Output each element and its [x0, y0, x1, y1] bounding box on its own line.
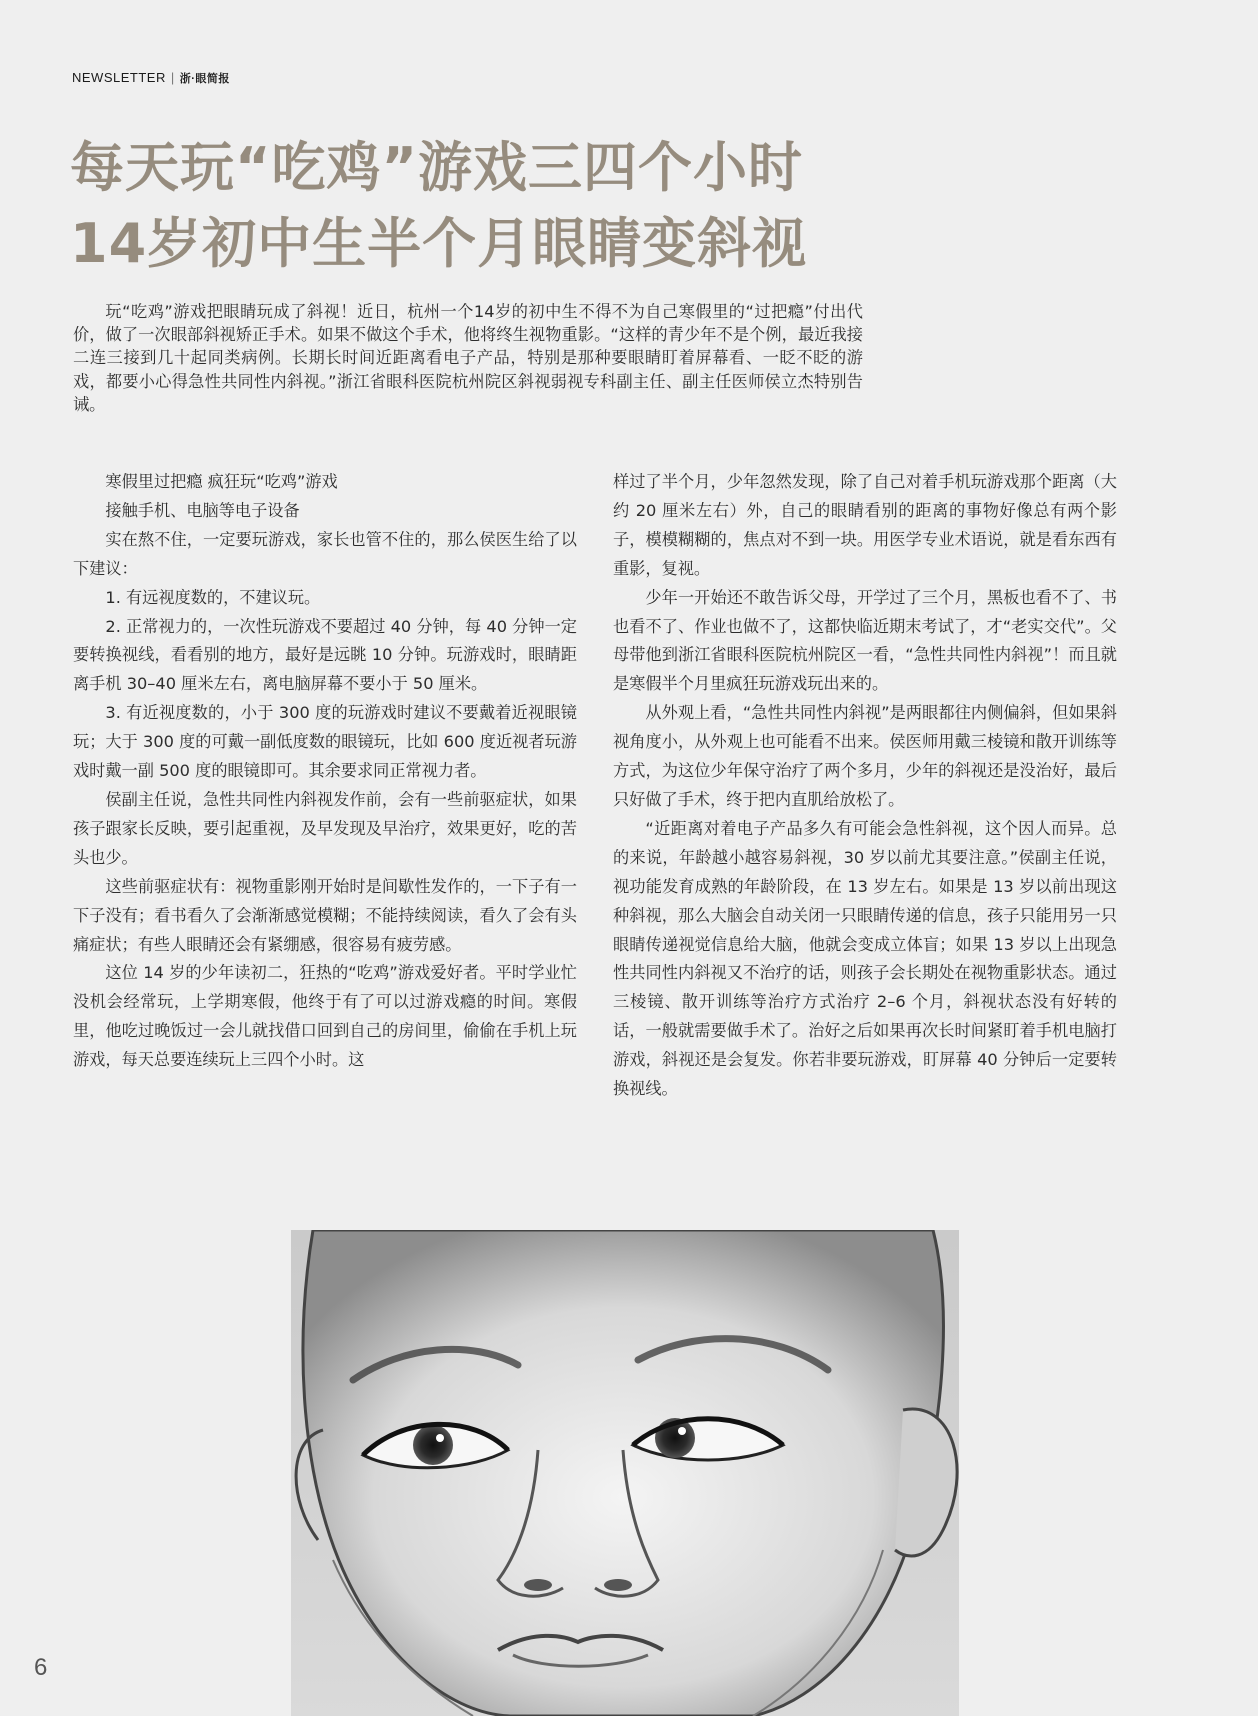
child-face-illustration	[283, 1230, 969, 1716]
title-line-2: 14岁初中生半个月眼睛变斜视	[70, 212, 808, 275]
newsletter-header	[72, 70, 230, 86]
header-separator: |	[170, 70, 175, 85]
page-number: 6	[34, 1654, 48, 1681]
advice-item-1: 1. 有远视度数的，不建议玩。	[105, 587, 321, 607]
body-paragraph-continued: 样过了半个月，少年忽然发现，除了自己对着手机玩游戏那个距离（大约 20 厘米左右）外，自己的眼睛看别的距离的事物好像总有两个影子，模模糊糊的，焦点对不到一块。用医学专业术语说，就是看东西有重影，复视。	[613, 472, 1117, 578]
subheading-1: 寒假里过把瘾 疯狂玩“吃鸡”游戏	[105, 472, 338, 491]
article-title	[70, 130, 1030, 282]
lead-paragraph: 玩“吃鸡”游戏把眼睛玩成了斜视！近日，杭州一个14岁的初中生不得不为自己寒假里的“过把瘾”付出代价，做了一次眼部斜视矫正手术。如果不做这个手术，他将终生视物重影。“这样的青少年不是个例，最近我接二连三接到几十起同类病例。长期长时间近距离看电子产品，特别是那种要眼睛盯着屏幕看、一眨不眨的游戏，都要小心得急性共同性内斜视。”浙江省眼科医院杭州院区斜视弱视专科副主任、副主任医师侯立杰特别告诫。	[73, 302, 863, 414]
right-column	[613, 468, 1117, 1104]
newsletter-label: NEWSLETTER	[72, 70, 166, 85]
advice-item-3: 3. 有近视度数的，小于 300 度的玩游戏时建议不要戴着近视眼镜玩；大于 300 度的可戴一副低度数的眼镜玩，比如 600 度近视者玩游戏时戴一副 500 度的眼镜即可。其余要求同正常视力者。	[73, 703, 577, 781]
left-column	[73, 468, 577, 1075]
body-paragraph: 实在熬不住，一定要玩游戏，家长也管不住的，那么侯医生给了以下建议：	[73, 529, 577, 578]
advice-item-2: 2. 正常视力的，一次性玩游戏不要超过 40 分钟，每 40 分钟一定要转换视线，看看别的地方，最好是远眺 10 分钟。玩游戏时，眼睛距离手机 30–40 厘米左右，离电脑屏幕不要小于 50 厘米。	[73, 616, 577, 694]
newsletter-name: 浙·眼简报	[179, 73, 230, 85]
body-paragraph: 侯副主任说，急性共同性内斜视发作前，会有一些前驱症状，如果孩子跟家长反映，要引起重视，及早发现及早治疗，效果更好，吃的苦头也少。	[73, 789, 577, 867]
title-line-1: 每天玩“吃鸡”游戏三四个小时	[70, 136, 803, 199]
body-paragraph: “近距离对着电子产品多久有可能会急性斜视，这个因人而异。总的来说，年龄越小越容易斜视，30 岁以前尤其要注意。”侯副主任说，视功能发育成熟的年龄阶段，在 13 岁左右。如果是 13 岁以前出现这种斜视，那么大脑会自动关闭一只眼睛传递的信息，孩子只能用另一只眼睛传递视觉信息给大脑，他就会变成立体盲；如果 13 岁以上出现急性共同性内斜视又不治疗的话，则孩子会长期处在视物重影状态。通过三棱镜、散开训练等治疗方式治疗 2–6 个月，斜视状态没有好转的话，一般就需要做手术了。治好之后如果再次长时间紧盯着手机电脑打游戏，斜视还是会复发。你若非要玩游戏，盯屏幕 40 分钟后一定要转换视线。	[613, 818, 1117, 1099]
body-paragraph: 从外观上看，“急性共同性内斜视”是两眼都往内侧偏斜，但如果斜视角度小，从外观上也可能看不出来。侯医师用戴三棱镜和散开训练等方式，为这位少年保守治疗了两个多月，少年的斜视还是没治好，最后只好做了手术，终于把内直肌给放松了。	[613, 703, 1117, 809]
subheading-2: 接触手机、电脑等电子设备	[105, 500, 300, 520]
body-paragraph: 少年一开始还不敢告诉父母，开学过了三个月，黑板也看不了、书也看不了、作业也做不了，这都快临近期末考试了，才“老实交代”。父母带他到浙江省眼科医院杭州院区一看，“急性共同性内斜视”！而且就是寒假半个月里疯狂玩游戏玩出来的。	[613, 587, 1117, 694]
body-paragraph: 这位 14 岁的少年读初二，狂热的“吃鸡”游戏爱好者。平时学业忙没机会经常玩，上学期寒假，他终于有了可以过游戏瘾的时间。寒假里，他吃过晚饭过一会儿就找借口回到自己的房间里，偷偷在手机上玩游戏，每天总要连续玩上三四个小时。这	[73, 963, 577, 1070]
body-paragraph: 这些前驱症状有：视物重影刚开始时是间歇性发作的，一下子有一下子没有；看书看久了会渐渐感觉模糊；不能持续阅读，看久了会有头痛症状；有些人眼睛还会有紧绷感，很容易有疲劳感。	[73, 876, 577, 954]
